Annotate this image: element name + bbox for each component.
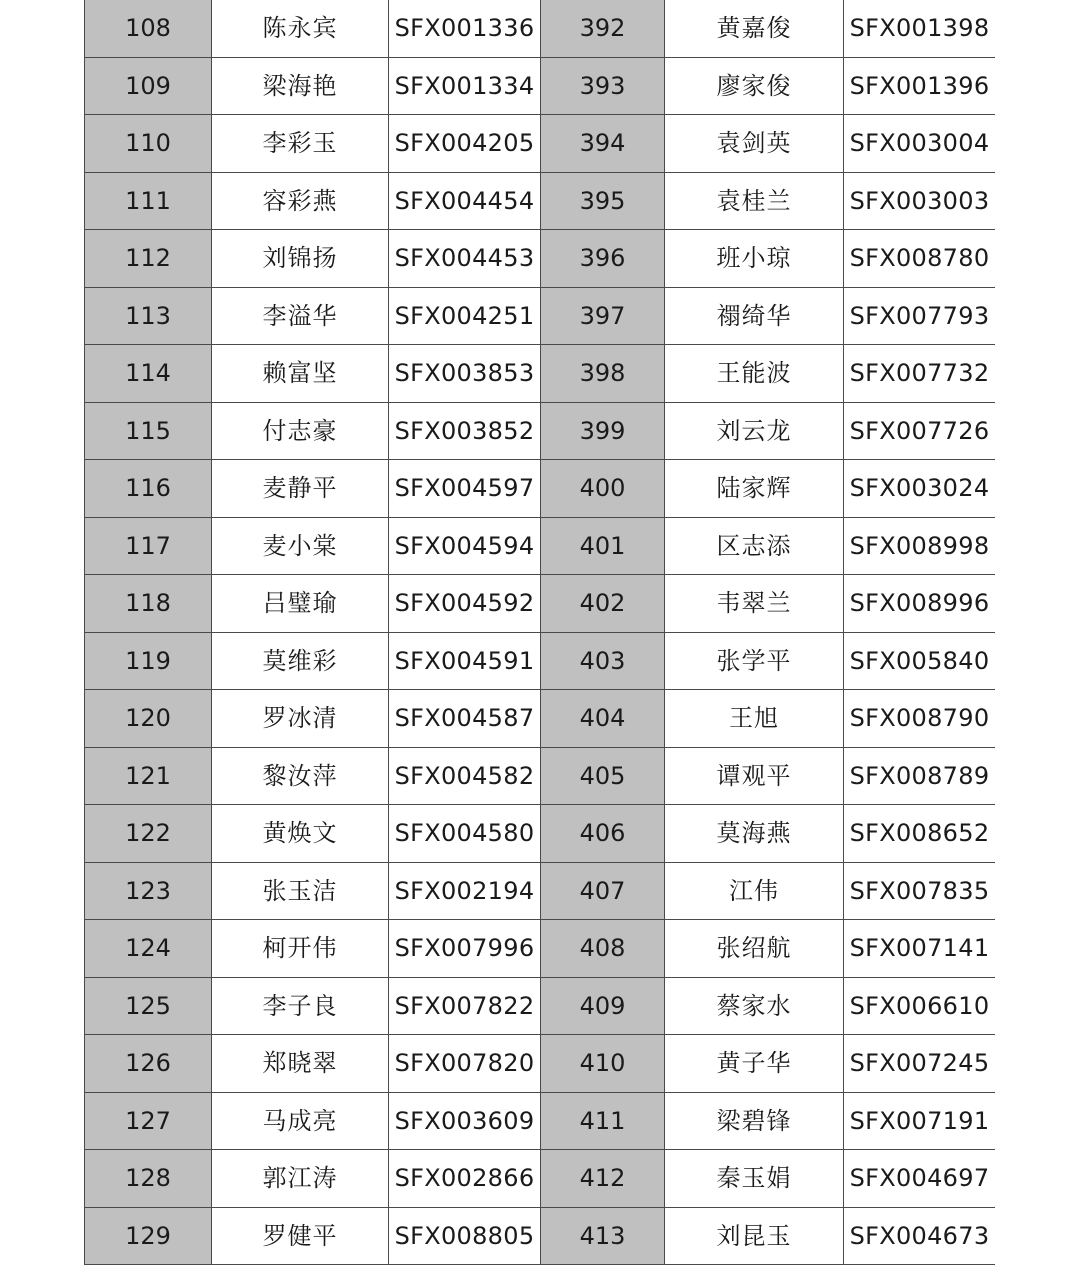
left-serial-number-cell: 116 [85,460,212,518]
right-serial-number-cell: 396 [541,230,665,288]
right-person-name-cell: 莫海燕 [665,805,844,863]
left-member-code-cell: SFX003609 [389,1092,541,1150]
right-member-code-cell: SFX007245 [844,1035,996,1093]
table-row [85,172,996,230]
right-member-code-cell: SFX008780 [844,230,996,288]
right-member-code-cell: SFX004697 [844,1150,996,1208]
left-member-code-cell: SFX004587 [389,690,541,748]
left-serial-number-cell: 124 [85,920,212,978]
right-person-name-cell: 袁桂兰 [665,172,844,230]
left-serial-number-cell: 113 [85,287,212,345]
table-row [85,1207,996,1265]
left-member-code-cell: SFX004251 [389,287,541,345]
left-serial-number-cell: 110 [85,115,212,173]
table-row [85,632,996,690]
table-row [85,690,996,748]
table-row [85,115,996,173]
left-member-code-cell: SFX004597 [389,460,541,518]
roster-sheet [84,0,995,1265]
left-member-code-cell: SFX007820 [389,1035,541,1093]
left-person-name-cell: 莫维彩 [212,632,389,690]
right-serial-number-cell: 404 [541,690,665,748]
left-serial-number-cell: 123 [85,862,212,920]
roster-table [84,0,995,1265]
left-person-name-cell: 赖富坚 [212,345,389,403]
left-member-code-cell: SFX004580 [389,805,541,863]
left-serial-number-cell: 125 [85,977,212,1035]
left-member-code-cell: SFX008805 [389,1207,541,1265]
right-member-code-cell: SFX008998 [844,517,996,575]
right-person-name-cell: 蔡家水 [665,977,844,1035]
right-serial-number-cell: 408 [541,920,665,978]
right-serial-number-cell: 405 [541,747,665,805]
table-row [85,805,996,863]
left-serial-number-cell: 114 [85,345,212,403]
left-serial-number-cell: 117 [85,517,212,575]
right-member-code-cell: SFX008996 [844,575,996,633]
left-serial-number-cell: 109 [85,57,212,115]
right-serial-number-cell: 399 [541,402,665,460]
table-row [85,345,996,403]
left-person-name-cell: 郭江涛 [212,1150,389,1208]
left-person-name-cell: 郑晓翠 [212,1035,389,1093]
right-person-name-cell: 廖家俊 [665,57,844,115]
right-member-code-cell: SFX007835 [844,862,996,920]
right-serial-number-cell: 401 [541,517,665,575]
right-serial-number-cell: 412 [541,1150,665,1208]
right-person-name-cell: 秦玉娟 [665,1150,844,1208]
right-serial-number-cell: 403 [541,632,665,690]
right-member-code-cell: SFX004673 [844,1207,996,1265]
left-serial-number-cell: 108 [85,0,212,57]
right-member-code-cell: SFX007726 [844,402,996,460]
left-person-name-cell: 马成亮 [212,1092,389,1150]
right-member-code-cell: SFX005840 [844,632,996,690]
right-member-code-cell: SFX007141 [844,920,996,978]
left-person-name-cell: 麦静平 [212,460,389,518]
table-row [85,575,996,633]
left-serial-number-cell: 119 [85,632,212,690]
left-member-code-cell: SFX004582 [389,747,541,805]
right-serial-number-cell: 395 [541,172,665,230]
left-serial-number-cell: 112 [85,230,212,288]
left-person-name-cell: 柯开伟 [212,920,389,978]
left-serial-number-cell: 115 [85,402,212,460]
right-serial-number-cell: 407 [541,862,665,920]
right-member-code-cell: SFX003003 [844,172,996,230]
roster-table-body [85,0,996,1265]
right-person-name-cell: 袁剑英 [665,115,844,173]
left-member-code-cell: SFX002194 [389,862,541,920]
left-person-name-cell: 李彩玉 [212,115,389,173]
left-member-code-cell: SFX004592 [389,575,541,633]
table-row [85,920,996,978]
right-serial-number-cell: 406 [541,805,665,863]
right-person-name-cell: 王旭 [665,690,844,748]
right-serial-number-cell: 397 [541,287,665,345]
right-serial-number-cell: 394 [541,115,665,173]
right-person-name-cell: 班小琼 [665,230,844,288]
left-person-name-cell: 刘锦扬 [212,230,389,288]
right-serial-number-cell: 411 [541,1092,665,1150]
left-member-code-cell: SFX002866 [389,1150,541,1208]
right-person-name-cell: 陆家辉 [665,460,844,518]
left-member-code-cell: SFX004594 [389,517,541,575]
table-row [85,1150,996,1208]
right-person-name-cell: 梁碧锋 [665,1092,844,1150]
left-serial-number-cell: 122 [85,805,212,863]
right-person-name-cell: 张学平 [665,632,844,690]
left-member-code-cell: SFX007822 [389,977,541,1035]
left-member-code-cell: SFX001336 [389,0,541,57]
right-serial-number-cell: 398 [541,345,665,403]
table-row [85,747,996,805]
right-serial-number-cell: 409 [541,977,665,1035]
left-person-name-cell: 黎汝萍 [212,747,389,805]
left-member-code-cell: SFX003853 [389,345,541,403]
right-member-code-cell: SFX007793 [844,287,996,345]
right-member-code-cell: SFX008789 [844,747,996,805]
table-row [85,1092,996,1150]
left-member-code-cell: SFX003852 [389,402,541,460]
right-member-code-cell: SFX001398 [844,0,996,57]
right-member-code-cell: SFX003004 [844,115,996,173]
left-serial-number-cell: 127 [85,1092,212,1150]
right-person-name-cell: 谭观平 [665,747,844,805]
right-person-name-cell: 黄子华 [665,1035,844,1093]
left-person-name-cell: 陈永宾 [212,0,389,57]
table-row [85,517,996,575]
table-row [85,402,996,460]
left-serial-number-cell: 129 [85,1207,212,1265]
left-serial-number-cell: 111 [85,172,212,230]
table-row [85,230,996,288]
left-person-name-cell: 梁海艳 [212,57,389,115]
left-member-code-cell: SFX007996 [389,920,541,978]
left-serial-number-cell: 120 [85,690,212,748]
left-member-code-cell: SFX004454 [389,172,541,230]
left-member-code-cell: SFX004453 [389,230,541,288]
right-member-code-cell: SFX006610 [844,977,996,1035]
right-person-name-cell: 禤绮华 [665,287,844,345]
right-person-name-cell: 王能波 [665,345,844,403]
right-serial-number-cell: 402 [541,575,665,633]
left-person-name-cell: 罗健平 [212,1207,389,1265]
table-row [85,0,996,57]
left-person-name-cell: 罗冰清 [212,690,389,748]
table-row [85,287,996,345]
right-member-code-cell: SFX008790 [844,690,996,748]
right-member-code-cell: SFX001396 [844,57,996,115]
table-row [85,862,996,920]
right-member-code-cell: SFX003024 [844,460,996,518]
right-person-name-cell: 刘云龙 [665,402,844,460]
left-member-code-cell: SFX001334 [389,57,541,115]
left-serial-number-cell: 118 [85,575,212,633]
table-row [85,460,996,518]
left-serial-number-cell: 126 [85,1035,212,1093]
right-member-code-cell: SFX007732 [844,345,996,403]
left-member-code-cell: SFX004205 [389,115,541,173]
left-serial-number-cell: 121 [85,747,212,805]
table-row [85,57,996,115]
right-person-name-cell: 区志添 [665,517,844,575]
left-person-name-cell: 黄焕文 [212,805,389,863]
right-person-name-cell: 张绍航 [665,920,844,978]
left-person-name-cell: 付志豪 [212,402,389,460]
right-person-name-cell: 刘昆玉 [665,1207,844,1265]
table-row [85,977,996,1035]
right-serial-number-cell: 392 [541,0,665,57]
left-person-name-cell: 吕璧瑜 [212,575,389,633]
left-member-code-cell: SFX004591 [389,632,541,690]
right-member-code-cell: SFX008652 [844,805,996,863]
left-person-name-cell: 李子良 [212,977,389,1035]
left-person-name-cell: 麦小棠 [212,517,389,575]
right-serial-number-cell: 410 [541,1035,665,1093]
right-serial-number-cell: 400 [541,460,665,518]
right-member-code-cell: SFX007191 [844,1092,996,1150]
right-person-name-cell: 韦翠兰 [665,575,844,633]
left-person-name-cell: 容彩燕 [212,172,389,230]
table-row [85,1035,996,1093]
right-serial-number-cell: 393 [541,57,665,115]
left-serial-number-cell: 128 [85,1150,212,1208]
right-serial-number-cell: 413 [541,1207,665,1265]
right-person-name-cell: 黄嘉俊 [665,0,844,57]
left-person-name-cell: 张玉洁 [212,862,389,920]
right-person-name-cell: 江伟 [665,862,844,920]
left-person-name-cell: 李溢华 [212,287,389,345]
